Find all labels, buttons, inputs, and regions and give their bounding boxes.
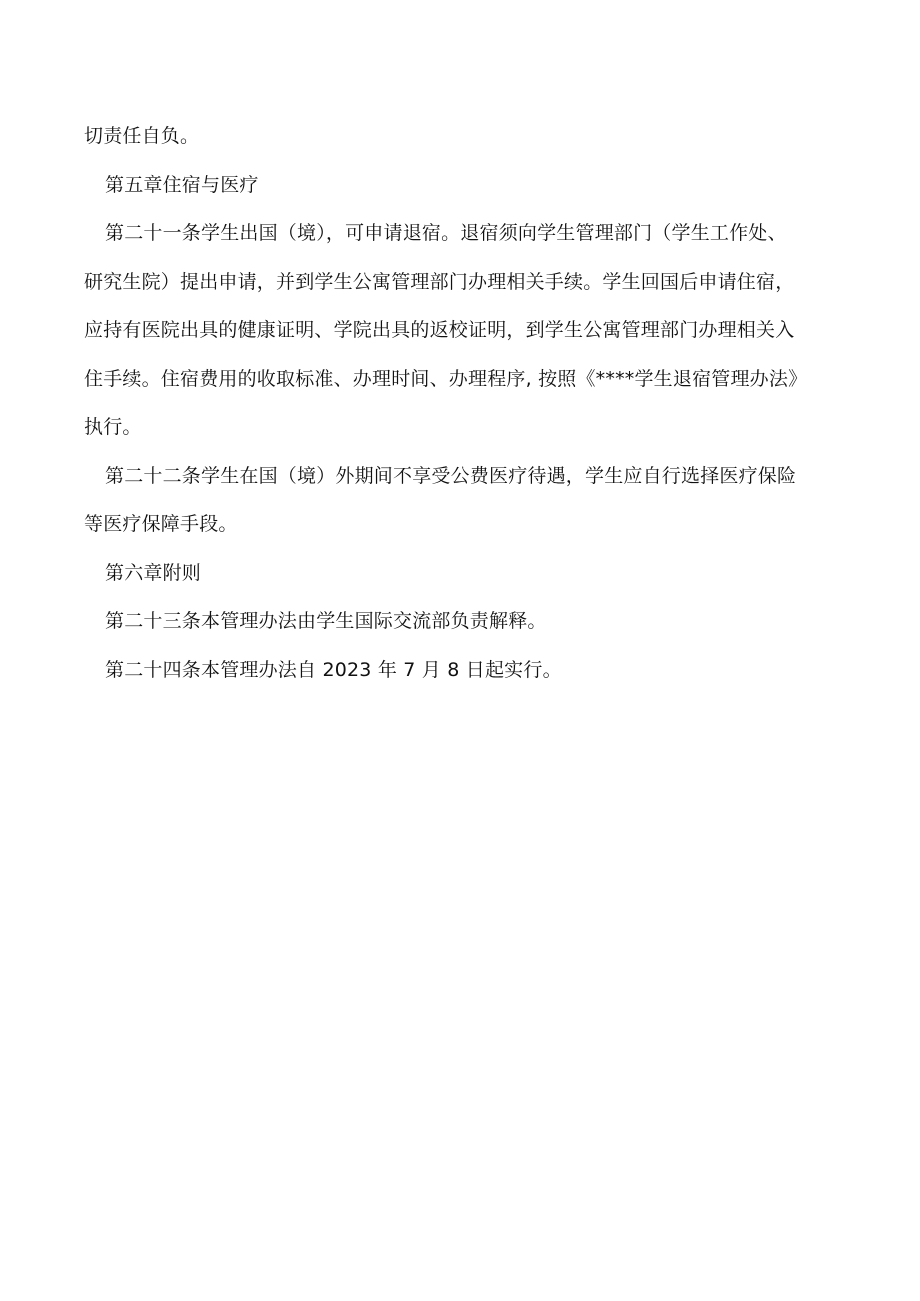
article-21 (84, 209, 844, 452)
article-24 (84, 646, 844, 695)
heading-text: 第五章住宿与医疗 (105, 173, 259, 196)
text-line: 第二十二条学生在国（境）外期间不享受公费医疗待遇，学生应自行选择医疗保险 (105, 464, 797, 487)
text-line: 等医疗保障手段。 (84, 513, 238, 535)
chapter-6-heading (84, 549, 844, 598)
text-line: 应持有医院出具的健康证明、学院出具的返校证明，到学生公寓管理部门办理相关入 (84, 319, 795, 341)
paragraph-continuation (84, 112, 844, 161)
text-line: 住手续。住宿费用的收取标准、办理时间、办理程序, 按照《****学生退宿管理办法》 (84, 367, 808, 390)
chapter-5-heading (84, 161, 844, 210)
heading-text: 第六章附则 (105, 561, 202, 584)
text-line: 第二十一条学生出国（境），可申请退宿。退宿须向学生管理部门（学生工作处、 (105, 222, 787, 244)
text-line: 执行。 (84, 416, 142, 438)
text-line: 研究生院）提出申请，并到学生公寓管理部门办理相关手续。学生回国后申请住宿， (84, 270, 795, 293)
article-23 (84, 597, 844, 646)
text-line: 切责任自负。 (84, 125, 200, 147)
text-line: 第二十三条本管理办法由学生国际交流部负责解释。 (105, 610, 547, 632)
text-line: 第二十四条本管理办法自 2023 年 7 月 8 日起实行。 (105, 658, 562, 681)
document-body (84, 112, 844, 694)
article-22 (84, 452, 844, 549)
